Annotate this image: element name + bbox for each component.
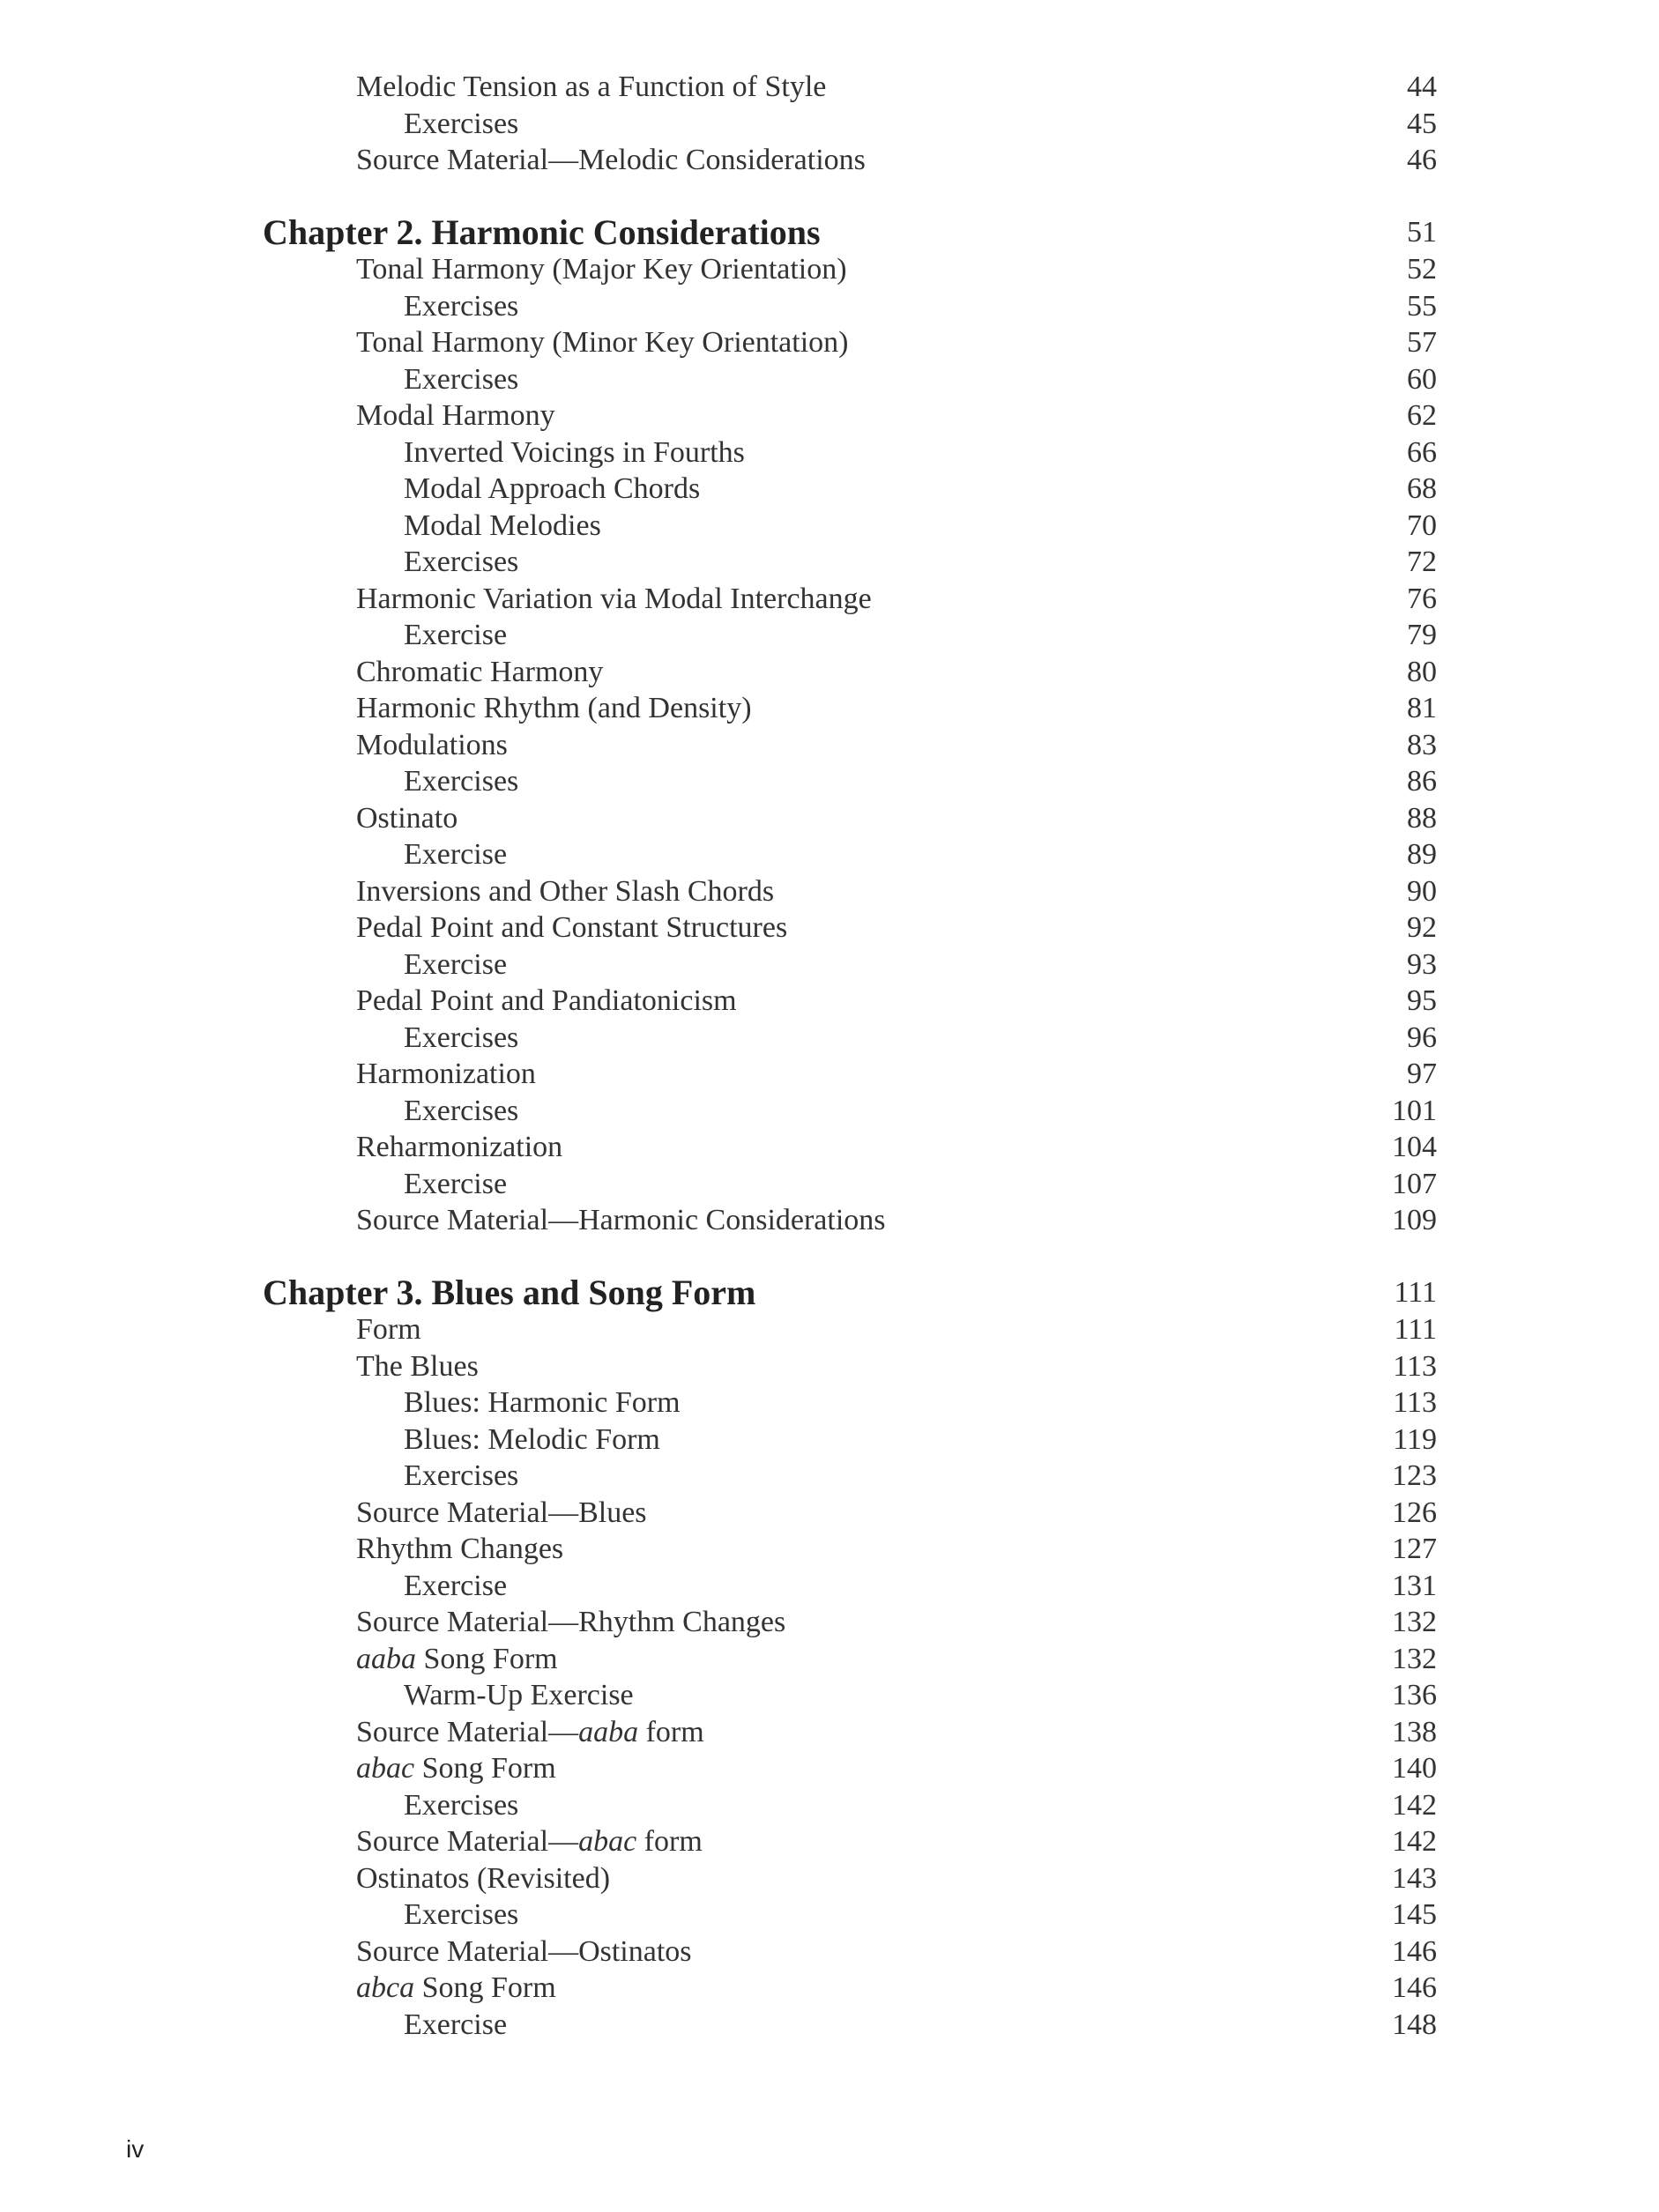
entry-title: Inverted Voicings in Fourths bbox=[404, 435, 745, 469]
toc-entry[interactable] bbox=[404, 836, 1437, 873]
page-number: 88 bbox=[1407, 801, 1437, 835]
entry-title: Source Material—Harmonic Considerations bbox=[356, 1204, 886, 1236]
entry-title: Exercises bbox=[404, 289, 519, 323]
toc-entry[interactable] bbox=[404, 1166, 1437, 1203]
toc-entry[interactable] bbox=[356, 142, 1437, 179]
page-number: 60 bbox=[1407, 362, 1437, 396]
toc-entry[interactable] bbox=[356, 324, 1437, 361]
entry-title: Pedal Point and Pandiatonicism bbox=[356, 984, 737, 1017]
toc-entry[interactable] bbox=[356, 1056, 1437, 1093]
toc-entry[interactable] bbox=[404, 617, 1437, 654]
entry-title bbox=[356, 1750, 556, 1787]
toc-entry[interactable] bbox=[356, 1531, 1437, 1568]
entry-title: Ostinato bbox=[356, 801, 458, 835]
page-number: 92 bbox=[1407, 911, 1437, 944]
entry-title: Exercise bbox=[404, 1569, 508, 1602]
toc-entry[interactable] bbox=[356, 983, 1437, 1020]
entry-title: Exercises bbox=[404, 1788, 519, 1822]
entry-title: Exercises bbox=[404, 1021, 519, 1054]
entry-title: Source Material—Rhythm Changes bbox=[356, 1606, 786, 1638]
page-number: 72 bbox=[1407, 546, 1437, 578]
toc-entry[interactable] bbox=[356, 251, 1437, 288]
toc-entry[interactable] bbox=[404, 2007, 1437, 2044]
entry-title: Ostinatos (Revisited) bbox=[356, 1861, 611, 1895]
italic-form-label: aaba bbox=[356, 1642, 416, 1675]
entry-title: Warm-Up Exercise bbox=[404, 1679, 634, 1711]
page-number: 104 bbox=[1392, 1131, 1437, 1163]
toc-entry[interactable] bbox=[404, 434, 1437, 471]
toc-entry[interactable] bbox=[356, 69, 1437, 106]
toc-entry[interactable] bbox=[404, 1093, 1437, 1130]
italic-form-label: abac bbox=[356, 1752, 415, 1785]
entry-title: Rhythm Changes bbox=[356, 1533, 564, 1565]
page-number: 76 bbox=[1407, 582, 1437, 615]
toc-entry[interactable] bbox=[356, 909, 1437, 946]
page-number: 111 bbox=[1394, 1313, 1437, 1346]
page-number: 113 bbox=[1393, 1386, 1437, 1419]
page-number: 132 bbox=[1392, 1642, 1437, 1675]
toc-entry[interactable] bbox=[356, 1860, 1437, 1897]
entry-title: Exercises bbox=[404, 107, 519, 140]
toc-chapter-entry[interactable] bbox=[263, 1272, 1437, 1314]
page-number: 66 bbox=[1407, 435, 1437, 469]
entry-title-text: Song Form bbox=[416, 1642, 558, 1675]
page-number: 109 bbox=[1392, 1204, 1437, 1236]
page-number: 111 bbox=[1394, 1275, 1437, 1309]
entry-title: Modulations bbox=[356, 728, 508, 761]
entry-title-suffix: form bbox=[636, 1825, 703, 1858]
toc-entry[interactable] bbox=[356, 1348, 1437, 1385]
page-number: 132 bbox=[1392, 1606, 1437, 1638]
italic-form-label: abca bbox=[356, 1971, 415, 2004]
toc-entry[interactable] bbox=[404, 361, 1437, 398]
entry-title: Form bbox=[356, 1313, 421, 1346]
toc-entry[interactable] bbox=[356, 873, 1437, 910]
entry-title: Modal Harmony bbox=[356, 399, 555, 432]
toc-entry[interactable] bbox=[404, 508, 1437, 545]
toc-entry[interactable] bbox=[356, 1604, 1437, 1641]
page-number: 44 bbox=[1407, 71, 1437, 103]
entry-title: Exercise bbox=[404, 838, 508, 871]
page-number: 55 bbox=[1407, 289, 1437, 323]
page-number: 148 bbox=[1392, 2008, 1437, 2041]
toc-entry[interactable] bbox=[356, 1714, 1437, 1751]
page-number: 119 bbox=[1393, 1422, 1437, 1456]
toc-entry[interactable] bbox=[404, 1458, 1437, 1495]
page-number: 90 bbox=[1407, 874, 1437, 908]
toc-entry[interactable] bbox=[404, 1568, 1437, 1605]
page-number: 62 bbox=[1407, 399, 1437, 432]
page-number: 97 bbox=[1407, 1058, 1437, 1090]
toc-entry[interactable] bbox=[356, 1641, 1437, 1678]
toc-entry[interactable] bbox=[356, 654, 1437, 691]
page-number: 143 bbox=[1392, 1861, 1437, 1895]
entry-title-text: Song Form bbox=[414, 1752, 556, 1785]
chapter-title: Chapter 3. Blues and Song Form bbox=[263, 1272, 756, 1312]
entry-title: Source Material—Ostinatos bbox=[356, 1934, 692, 1968]
toc-entry[interactable] bbox=[356, 397, 1437, 434]
chapter-title: Chapter 2. Harmonic Considerations bbox=[263, 212, 821, 252]
page-number: 86 bbox=[1407, 765, 1437, 798]
entry-title: Melodic Tension as a Function of Style bbox=[356, 71, 827, 103]
entry-title: Source Material—Melodic Considerations bbox=[356, 144, 866, 176]
entry-title bbox=[356, 1714, 704, 1751]
toc-entry[interactable] bbox=[356, 1202, 1437, 1239]
entry-title: Tonal Harmony (Major Key Orientation) bbox=[356, 253, 847, 286]
page-number: 68 bbox=[1407, 472, 1437, 505]
toc-entry[interactable] bbox=[404, 763, 1437, 800]
entry-title-suffix: form bbox=[638, 1715, 704, 1748]
page-number: 57 bbox=[1407, 326, 1437, 359]
entry-title: Blues: Harmonic Form bbox=[404, 1386, 681, 1419]
page-number: 140 bbox=[1392, 1752, 1437, 1785]
page-number: 146 bbox=[1392, 1971, 1437, 2004]
page-number: 45 bbox=[1407, 107, 1437, 140]
page-number: 81 bbox=[1407, 692, 1437, 724]
entry-title: Tonal Harmony (Minor Key Orientation) bbox=[356, 326, 849, 359]
entry-title: Source Material—Blues bbox=[356, 1496, 647, 1529]
italic-form-label: aaba bbox=[578, 1715, 639, 1748]
toc-entry[interactable] bbox=[404, 1787, 1437, 1824]
page-number: 93 bbox=[1407, 947, 1437, 981]
entry-title: Blues: Melodic Form bbox=[404, 1422, 660, 1456]
toc-entry[interactable] bbox=[356, 727, 1437, 764]
entry-title: Modal Melodies bbox=[404, 508, 601, 542]
page-number: 131 bbox=[1392, 1569, 1437, 1602]
toc-entry[interactable] bbox=[404, 544, 1437, 581]
entry-title: Harmonic Variation via Modal Interchange bbox=[356, 582, 872, 615]
page-number: 145 bbox=[1392, 1898, 1437, 1931]
toc-entry[interactable] bbox=[356, 1750, 1437, 1787]
page-number: 96 bbox=[1407, 1021, 1437, 1054]
entry-title-text: Source Material— bbox=[356, 1825, 579, 1858]
entry-title: Chromatic Harmony bbox=[356, 655, 604, 688]
entry-title: Inversions and Other Slash Chords bbox=[356, 874, 775, 908]
page-number: 95 bbox=[1407, 984, 1437, 1017]
toc-entry[interactable] bbox=[356, 1311, 1437, 1348]
entry-title: Exercises bbox=[404, 1898, 519, 1931]
page-number: 142 bbox=[1392, 1788, 1437, 1822]
toc-entry[interactable] bbox=[356, 1495, 1437, 1532]
toc-entry[interactable] bbox=[404, 471, 1437, 508]
toc-entry[interactable] bbox=[404, 1384, 1437, 1421]
page-number: 123 bbox=[1392, 1459, 1437, 1492]
entry-title: Exercises bbox=[404, 546, 519, 578]
page-number: 113 bbox=[1393, 1349, 1437, 1383]
entry-title: Exercises bbox=[404, 1459, 519, 1492]
entry-title bbox=[356, 1970, 556, 2007]
entry-title-text: Source Material— bbox=[356, 1715, 579, 1748]
entry-title: Exercises bbox=[404, 1094, 519, 1127]
entry-title bbox=[356, 1823, 703, 1860]
toc-entry[interactable] bbox=[356, 1129, 1437, 1166]
toc-entry[interactable] bbox=[404, 1897, 1437, 1934]
entry-title: Exercise bbox=[404, 947, 508, 981]
page-number: 89 bbox=[1407, 838, 1437, 871]
page-number: 136 bbox=[1392, 1679, 1437, 1711]
page-number: 107 bbox=[1392, 1167, 1437, 1200]
page-number-folio: iv bbox=[126, 2135, 145, 2163]
toc-entry[interactable] bbox=[404, 106, 1437, 143]
entry-title: Exercise bbox=[404, 1167, 508, 1200]
toc-entry[interactable] bbox=[356, 1823, 1437, 1860]
page-number: 52 bbox=[1407, 253, 1437, 286]
entry-title bbox=[356, 1641, 558, 1678]
page-number: 126 bbox=[1392, 1496, 1437, 1529]
toc-entry[interactable] bbox=[404, 1020, 1437, 1057]
page-number: 138 bbox=[1392, 1715, 1437, 1748]
toc-entry[interactable] bbox=[356, 1934, 1437, 1971]
toc-chapter-entry[interactable] bbox=[263, 212, 1437, 254]
entry-title: Exercises bbox=[404, 362, 519, 396]
page-number: 146 bbox=[1392, 1934, 1437, 1968]
toc-entry[interactable] bbox=[356, 690, 1437, 727]
entry-title: The Blues bbox=[356, 1349, 479, 1383]
toc-entry[interactable] bbox=[404, 946, 1437, 984]
entry-title: Harmonic Rhythm (and Density) bbox=[356, 692, 752, 724]
entry-title: Harmonization bbox=[356, 1058, 536, 1090]
toc-entry[interactable] bbox=[404, 1421, 1437, 1459]
toc-entry[interactable] bbox=[404, 288, 1437, 325]
italic-form-label: abac bbox=[578, 1825, 637, 1858]
entry-title-text: Song Form bbox=[414, 1971, 556, 2004]
entry-title: Modal Approach Chords bbox=[404, 472, 701, 505]
entry-title: Exercise bbox=[404, 2008, 508, 2041]
page-number: 46 bbox=[1407, 144, 1437, 176]
page-number: 83 bbox=[1407, 728, 1437, 761]
toc-entry[interactable] bbox=[356, 800, 1437, 837]
entry-title: Pedal Point and Constant Structures bbox=[356, 911, 788, 944]
toc-entry[interactable] bbox=[404, 1677, 1437, 1714]
entry-title: Exercises bbox=[404, 765, 519, 798]
entry-title: Exercise bbox=[404, 619, 508, 651]
page-number: 79 bbox=[1407, 619, 1437, 651]
page-number: 127 bbox=[1392, 1533, 1437, 1565]
toc-entry[interactable] bbox=[356, 1970, 1437, 2007]
page-number: 101 bbox=[1392, 1094, 1437, 1127]
toc-entry[interactable] bbox=[356, 581, 1437, 618]
page-number: 51 bbox=[1407, 215, 1437, 249]
page-number: 142 bbox=[1392, 1825, 1437, 1858]
page-number: 70 bbox=[1407, 508, 1437, 542]
entry-title: Reharmonization bbox=[356, 1131, 563, 1163]
page-number: 80 bbox=[1407, 655, 1437, 688]
